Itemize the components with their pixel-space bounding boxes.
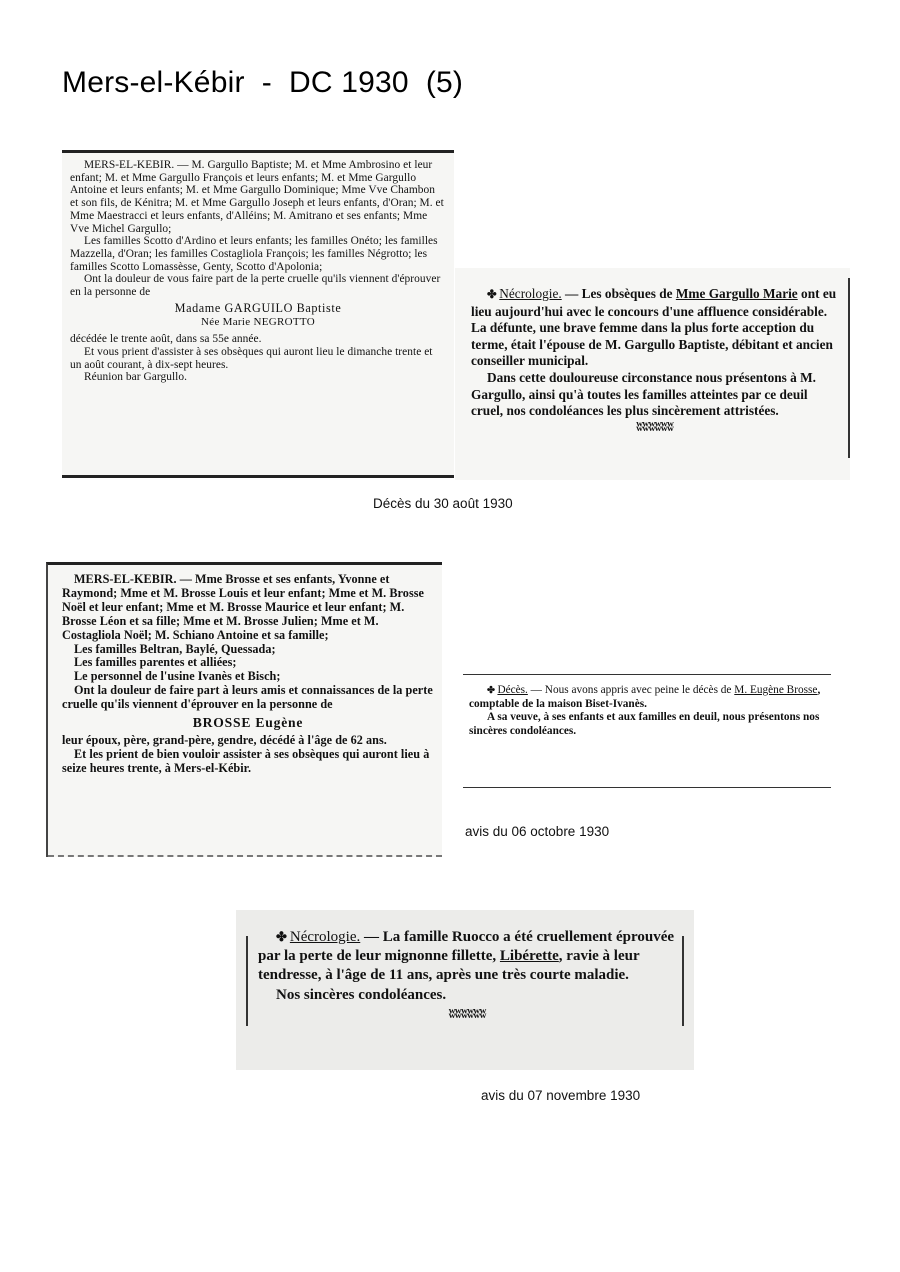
announcement-text: Ont la douleur de faire part à leurs amis et connaissances de la perte cruelle qu'ils viennent d'éprouver en la personne de xyxy=(62,683,433,712)
notice-condolences: A sa veuve, à ses enfants et aux familles en deuil, nous présentons nos sincères condoléances. xyxy=(469,711,820,737)
caption-date-1: Décès du 30 août 1930 xyxy=(373,496,513,511)
announcement-families: Les familles Scotto d'Ardino et leurs enfants; les familles Onéto; les familles Mazzella, d'Oran; les familles Costagliola François; les familles Négrotto; les familles Scotto Lomassèsse, Genty, Scotto d'Apolonia; xyxy=(70,235,438,273)
caption-date-3: avis du 07 novembre 1930 xyxy=(481,1088,641,1103)
funeral-info: Et les prient de bien vouloir assister à ses obsèques qui auront lieu à seize heures trente, à Mers-el-Kébir. xyxy=(62,746,430,775)
obituary-text-rest: , ravie à leur tendresse, à l'âge de 11 ans, après une très courte maladie. xyxy=(258,948,640,984)
notice-heading: Décès. xyxy=(497,684,528,696)
ornament-divider: ʬʬʬʬʬʬ xyxy=(635,419,674,435)
death-details: leur époux, père, grand-père, gendre, décédé à l'âge de 62 ans. xyxy=(62,732,387,747)
obituary-text: — La famille Ruocco a été cruellement éprouvée par la perte de leur mignonne fillette, xyxy=(258,929,675,965)
clipping-edge xyxy=(48,855,442,857)
obituary-paragraph xyxy=(471,286,838,370)
clipping-ruocco-obituary xyxy=(236,910,694,1070)
clipping-gargullo-obituary xyxy=(455,268,850,480)
announcement-staff: Le personnel de l'usine Ivanès et Bisch; xyxy=(74,669,281,684)
announcement-intro: MERS-EL-KEBIR. — Mme Brosse et ses enfants, Yvonne et Raymond; Mme et M. Brosse Louis et leur enfant; Mme et M. Brosse Noël et leur enfant; Mme et M. Brosse Maurice et leur enfant; M. Brosse Léon et sa fille; Mme et M. Brosse Julien; Mme et M. Costagliola Noël; M. Schiano Antoine et sa famille; xyxy=(62,572,424,642)
ornament-mark: ✤ xyxy=(276,930,290,944)
obituary-text-rest: ont eu lieu aujourd'hui avec le concours d'une affluence considérable. La défunte, une brave femme dans la plus forte acception du terme, était l'épouse de M. Gargullo Baptiste, débitant et ancien conseiller municipal. xyxy=(471,286,837,369)
ornament-mark: ✤ xyxy=(487,685,498,696)
obituary-name: Mme Gargullo Marie xyxy=(675,286,798,301)
deceased-name: BROSSE Eugène xyxy=(192,715,304,731)
announcement-families-1: Les familles Beltran, Baylé, Quessada; xyxy=(74,641,276,656)
notice-text: — Nous avons appris avec peine le décès de xyxy=(527,684,735,696)
announcement-families-2: Les familles parentes et alliées; xyxy=(74,655,237,670)
clipping-brosse-announcement xyxy=(46,562,442,857)
notice-name: M. Eugène Brosse xyxy=(734,684,818,696)
deceased-maiden-name: Née Marie NEGROTTO xyxy=(201,316,315,329)
obituary-condolences: Nos sincères condoléances. xyxy=(276,986,447,1003)
announcement-intro: MERS-EL-KEBIR. — M. Gargullo Baptiste; M. et Mme Ambrosino et leur enfant; M. et Mme Gargullo François et leurs enfants; M. et Mme Gargullo Antoine et leurs enfants; M. et Mme Gargullo Dominique; Mme Vve Chambon et son fils, de Kénitra; M. et Mme Gargullo Joseph et leurs enfants, d'Oran; M. et Mme Maestracci et leurs enfants, d'Alléins; M. Amitrano et ses enfants; Mme Vve Michel Gargullo; xyxy=(70,159,444,235)
obituary-heading: Nécrologie. xyxy=(289,929,361,945)
column-rule-left xyxy=(246,936,248,1026)
obituary-text: — Les obsèques de xyxy=(561,286,676,301)
death-date: décédée le trente août, dans sa 55e année. xyxy=(70,333,262,346)
deceased-name: Madame GARGUILO Baptiste xyxy=(174,300,342,315)
ornament-mark: ✤ xyxy=(487,289,500,301)
column-rule xyxy=(848,278,850,458)
announcement-text: Ont la douleur de vous faire part de la perte cruelle qu'ils viennent d'éprouver en la personne de xyxy=(70,273,441,299)
ornament-divider: ʬʬʬʬʬʬ xyxy=(448,1006,486,1022)
clipping-brosse-notice xyxy=(463,674,831,788)
funeral-info: Et vous prient d'assister à ses obsèques qui auront lieu le dimanche trente et un août courant, à dix-sept heures. xyxy=(70,345,433,371)
notice-paragraph xyxy=(469,684,825,711)
obituary-paragraph xyxy=(258,928,676,986)
notice-text-rest: , comptable de la maison Biset-Ivanès. xyxy=(469,684,821,710)
column-rule-right xyxy=(682,936,684,1026)
page-title: Mers-el-Kébir - DC 1930 (5) xyxy=(62,66,464,99)
obituary-condolences: Dans cette douloureuse circonstance nous présentons à M. Gargullo, ainsi qu'à toutes les familles atteintes par ce deuil cruel, nos condoléances les plus sincèrement attristées. xyxy=(471,369,816,419)
caption-date-2: avis du 06 octobre 1930 xyxy=(465,824,610,839)
obituary-heading: Nécrologie. xyxy=(499,286,562,301)
meeting-place: Réunion bar Gargullo. xyxy=(84,371,188,384)
obituary-name: Libérette xyxy=(499,948,559,965)
clipping-gargullo-announcement xyxy=(62,150,454,478)
